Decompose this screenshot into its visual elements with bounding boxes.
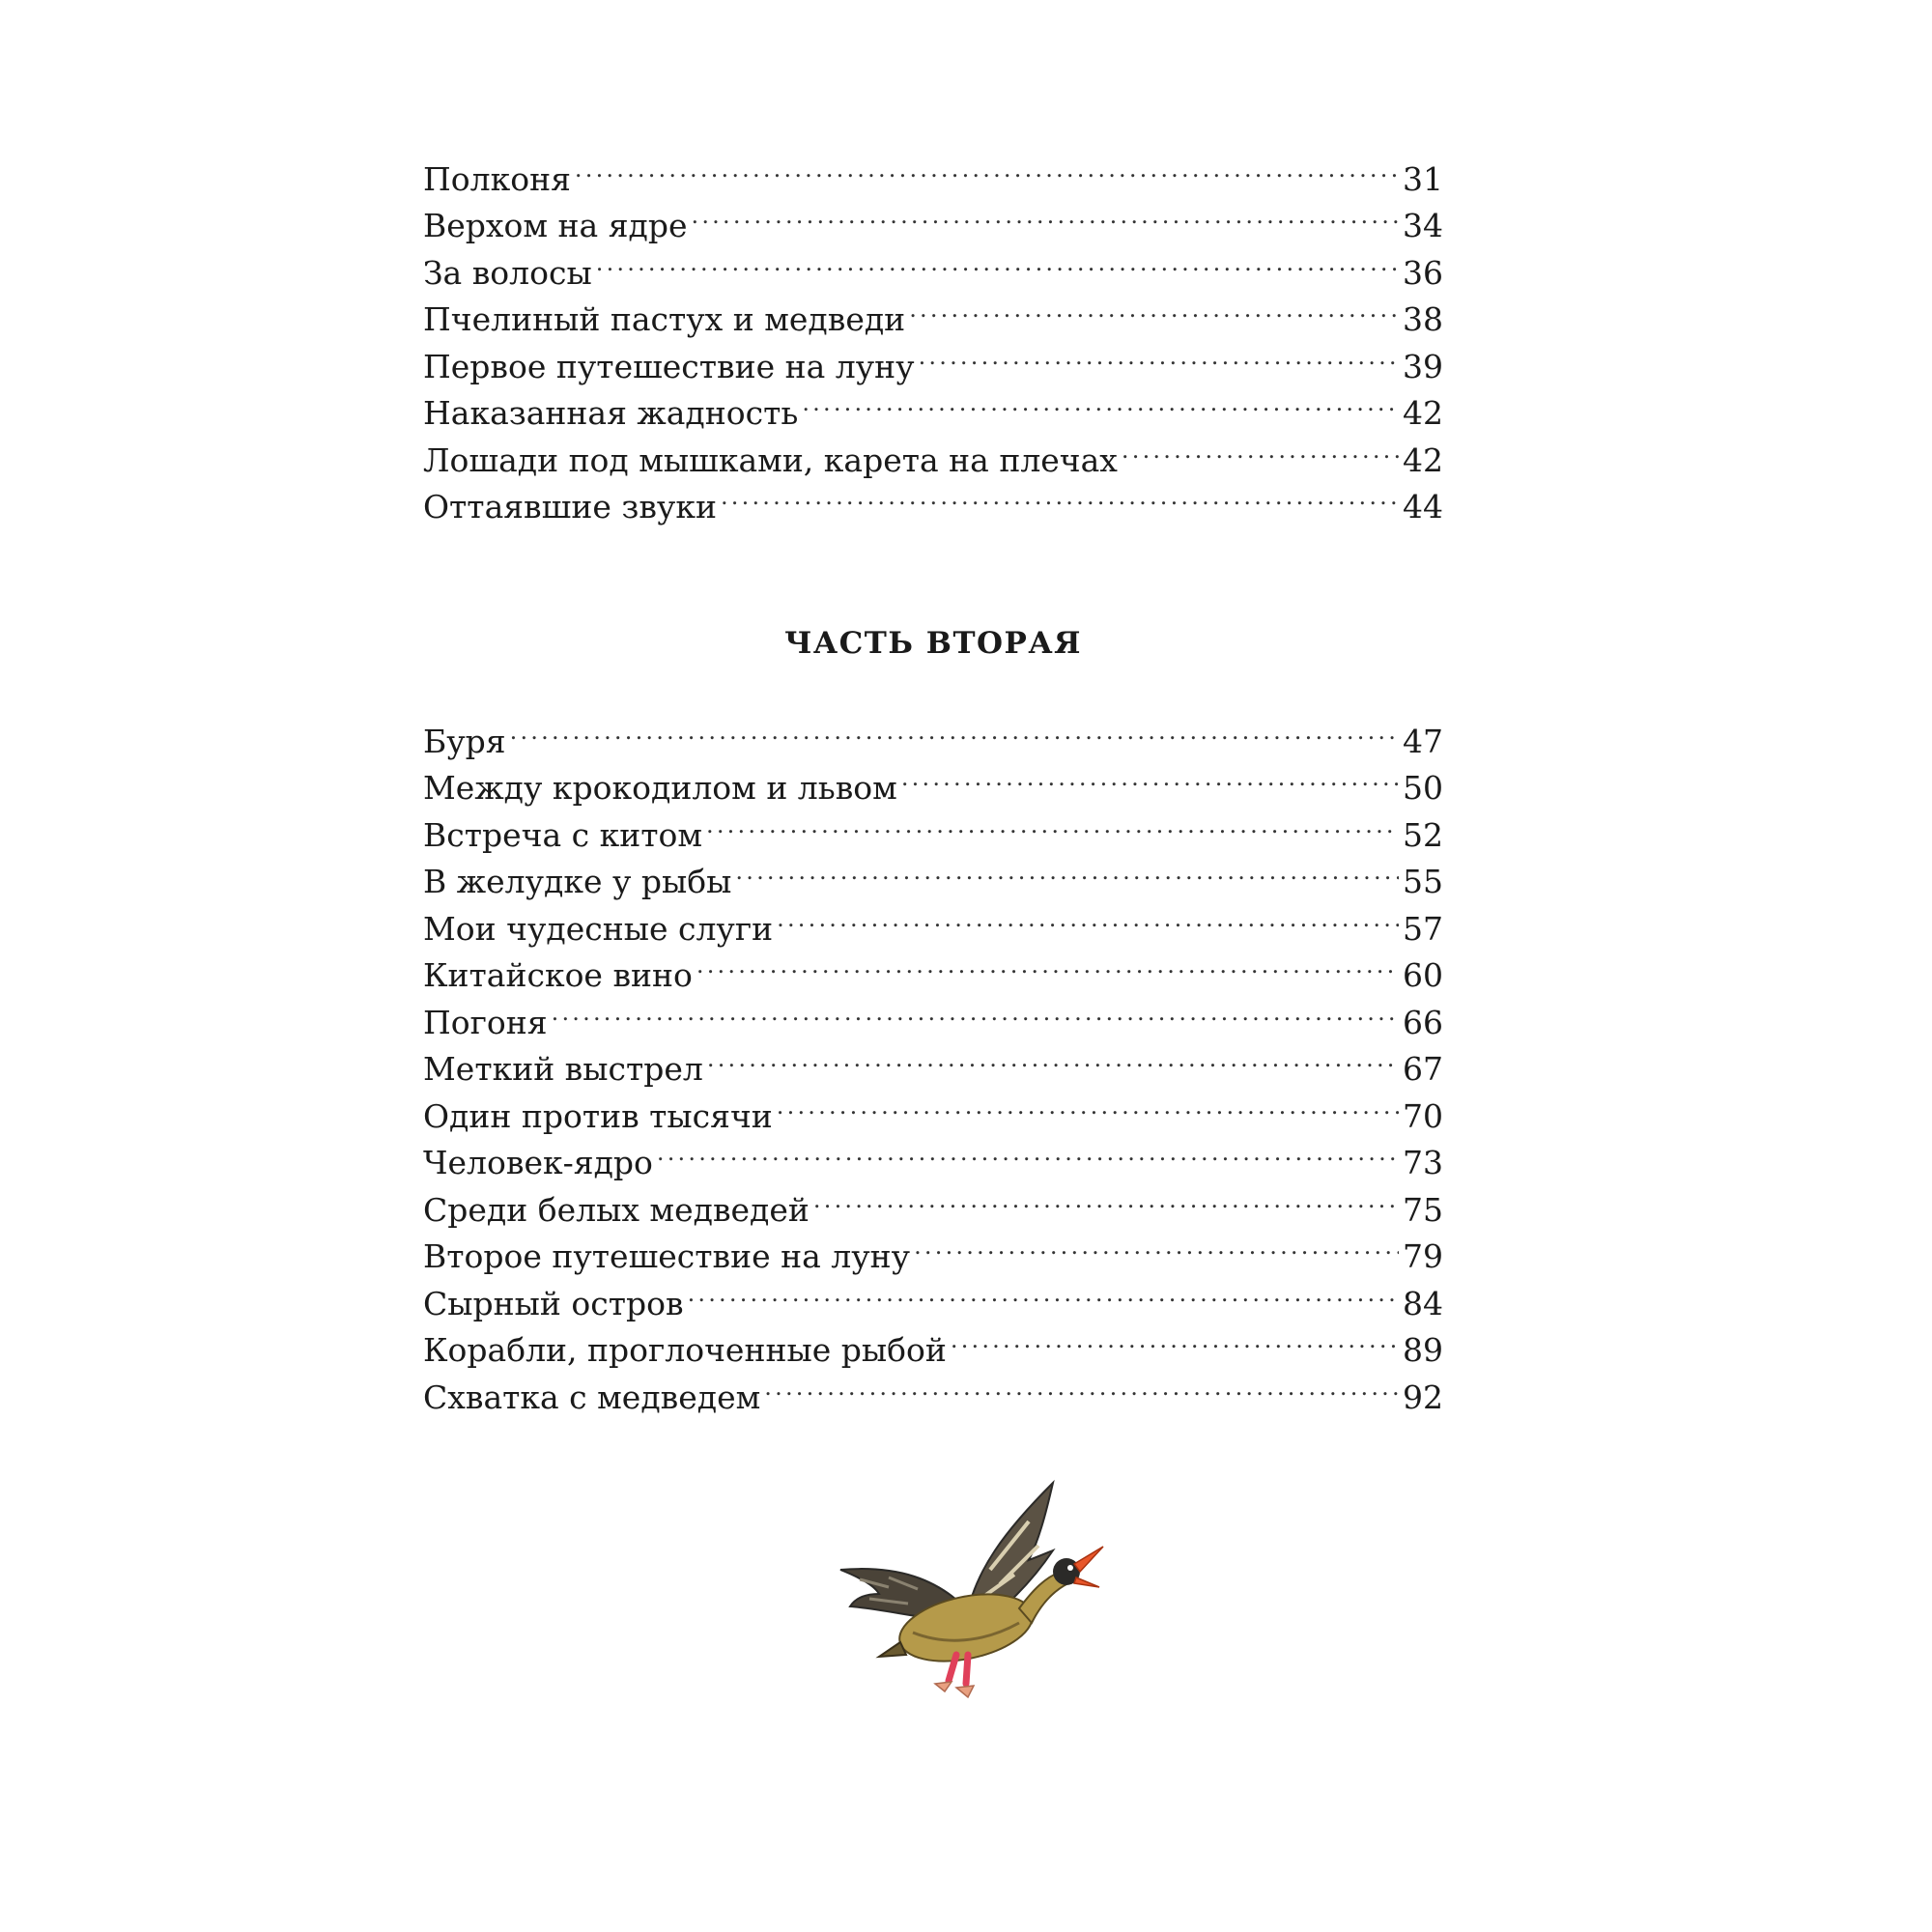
toc-entry-page: 92 bbox=[1403, 1378, 1443, 1416]
dot-leader bbox=[901, 753, 1399, 800]
toc-entry-title: Буря bbox=[423, 722, 506, 760]
toc-entry-page: 50 bbox=[1403, 769, 1443, 807]
toc-entry-title: Мои чудесные слуги bbox=[423, 909, 774, 948]
dot-leader bbox=[706, 799, 1399, 846]
dot-leader bbox=[777, 893, 1399, 940]
toc-entry-page: 44 bbox=[1403, 488, 1443, 526]
toc-entry[interactable] bbox=[423, 705, 1443, 760]
dot-leader bbox=[552, 986, 1399, 1034]
dot-leader bbox=[692, 190, 1400, 238]
toc-entry-page: 38 bbox=[1403, 300, 1443, 338]
toc-entry-title: Сырный остров bbox=[423, 1284, 684, 1322]
toc-entry-page: 55 bbox=[1403, 863, 1443, 900]
flying-goose-icon bbox=[821, 1463, 1111, 1715]
toc-entry-title: Лошади под мышками, карета на плечах bbox=[423, 440, 1118, 479]
dot-leader bbox=[951, 1315, 1399, 1362]
dot-leader bbox=[688, 1267, 1399, 1315]
toc-entry-title: В желудке у рыбы bbox=[423, 863, 732, 900]
toc-entry-page: 84 bbox=[1403, 1284, 1443, 1322]
dot-leader bbox=[707, 1034, 1399, 1081]
toc-entry-page: 52 bbox=[1403, 815, 1443, 854]
toc-part-two bbox=[423, 705, 1443, 1416]
dot-leader bbox=[721, 471, 1399, 519]
toc-entry-title: Первое путешествие на луну bbox=[423, 347, 915, 385]
goose-beak bbox=[1074, 1547, 1103, 1572]
toc-entry-page: 70 bbox=[1403, 1096, 1443, 1135]
toc-entry-page: 47 bbox=[1403, 722, 1443, 760]
toc-entry-title: Полконя bbox=[423, 159, 571, 198]
toc-entry-page: 34 bbox=[1403, 207, 1443, 244]
dot-leader bbox=[813, 1174, 1399, 1221]
dot-leader bbox=[596, 237, 1399, 284]
dot-leader bbox=[764, 1361, 1399, 1408]
toc-entry[interactable] bbox=[423, 190, 1443, 244]
toc-entry-page: 89 bbox=[1403, 1331, 1443, 1369]
dot-leader bbox=[914, 1221, 1399, 1268]
toc-entry-page: 42 bbox=[1403, 440, 1443, 479]
toc-entry-title: Между крокодилом и львом bbox=[423, 769, 897, 807]
toc-entry-page: 42 bbox=[1403, 394, 1443, 432]
toc-entry-page: 60 bbox=[1403, 956, 1443, 994]
dot-leader bbox=[510, 705, 1399, 753]
toc-entry-title: Погоня bbox=[423, 1003, 548, 1041]
toc-entry-page: 67 bbox=[1403, 1050, 1443, 1088]
part-two-heading: ЧАСТЬ ВТОРАЯ bbox=[784, 626, 1082, 661]
toc-entry-title: Человек-ядро bbox=[423, 1144, 653, 1181]
toc-entry[interactable] bbox=[423, 143, 1443, 198]
dot-leader bbox=[777, 1080, 1399, 1127]
toc-entry-title: За волосы bbox=[423, 253, 592, 292]
toc-entry-title: Меткий выстрел bbox=[423, 1050, 703, 1088]
toc-entry-title: Пчелиный пастух и медведи bbox=[423, 300, 906, 338]
toc-entry-page: 31 bbox=[1403, 159, 1443, 198]
toc-entry-title: Корабли, проглоченные рыбой bbox=[423, 1331, 947, 1369]
toc-entry-title: Среди белых медведей bbox=[423, 1190, 810, 1229]
toc-entry-title: Китайское вино bbox=[423, 956, 693, 994]
dot-leader bbox=[802, 378, 1399, 425]
toc-entry-page: 66 bbox=[1403, 1003, 1443, 1041]
toc-entry-title: Схватка с медведем bbox=[423, 1378, 761, 1416]
dot-leader bbox=[575, 143, 1399, 190]
toc-entry[interactable] bbox=[423, 1034, 1443, 1088]
toc-entry-title: Оттаявшие звуки bbox=[423, 488, 717, 526]
toc-part-one bbox=[423, 143, 1443, 526]
toc-entry[interactable] bbox=[423, 986, 1443, 1041]
dot-leader bbox=[1122, 424, 1399, 471]
dot-leader bbox=[909, 284, 1399, 331]
toc-entry-page: 36 bbox=[1403, 253, 1443, 292]
toc-entry-title: Верхом на ядре bbox=[423, 207, 688, 244]
dot-leader bbox=[696, 940, 1399, 987]
toc-entry-title: Один против тысячи bbox=[423, 1096, 773, 1135]
toc-entry-title: Наказанная жадность bbox=[423, 394, 799, 432]
toc-entry-page: 73 bbox=[1403, 1144, 1443, 1181]
toc-entry-page: 75 bbox=[1403, 1190, 1443, 1229]
toc-entry-page: 39 bbox=[1403, 347, 1443, 385]
dot-leader bbox=[735, 846, 1399, 894]
toc-entry-page: 57 bbox=[1403, 909, 1443, 948]
toc-entry-title: Второе путешествие на луну bbox=[423, 1237, 911, 1275]
toc-entry[interactable] bbox=[423, 753, 1443, 807]
dot-leader bbox=[919, 330, 1399, 378]
dot-leader bbox=[657, 1127, 1399, 1175]
toc-entry-page: 79 bbox=[1403, 1237, 1443, 1275]
toc-entry-title: Встреча с китом bbox=[423, 815, 703, 854]
